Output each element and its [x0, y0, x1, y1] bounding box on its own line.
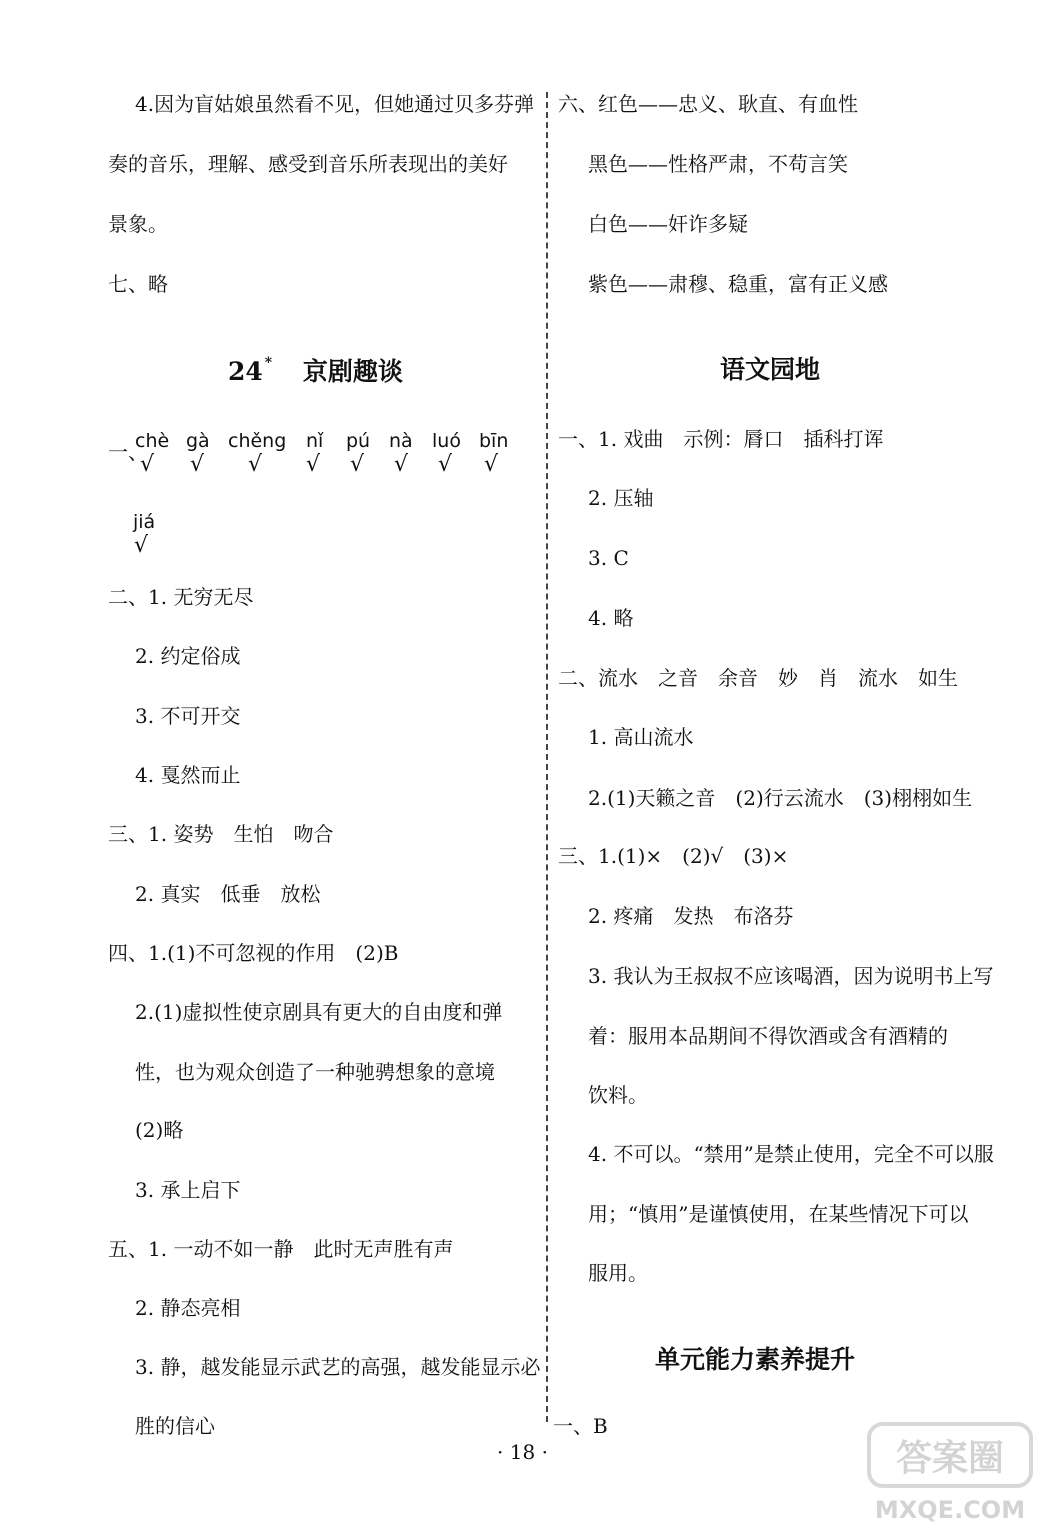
check-icon: √	[484, 452, 499, 477]
watermark-logo	[865, 1420, 1035, 1528]
answer-line: 2. 疼痛 发热 布洛芬	[588, 904, 794, 928]
answer-line: 2. 真实 低垂 放松	[135, 882, 321, 906]
answer-line: 3. 承上启下	[135, 1178, 241, 1202]
answer-line: 4. 略	[588, 606, 634, 630]
pinyin-item: luó	[432, 430, 461, 452]
answer-line: 2. 压轴	[588, 486, 654, 510]
answer-line: 一、B	[553, 1414, 608, 1438]
check-icon: √	[140, 452, 155, 477]
answer-line: 胜的信心	[135, 1414, 215, 1438]
answer-line: (2)略	[135, 1118, 184, 1142]
section-heading-unit: 单元能力素养提升	[655, 1345, 856, 1374]
text-line: 奏的音乐，理解、感受到音乐所表现出的美好	[108, 152, 508, 176]
text-line: 景象。	[108, 212, 168, 236]
pinyin-item: jiá	[133, 511, 156, 533]
answer-line: 4. 不可以。“禁用”是禁止使用，完全不可以服	[588, 1142, 994, 1166]
check-icon: √	[394, 452, 409, 477]
answer-line: 三、1. 姿势 生怕 吻合	[108, 822, 334, 846]
column-divider	[546, 92, 548, 1422]
pinyin-item: nǐ	[306, 430, 324, 452]
answer-line: 2. 静态亮相	[135, 1296, 241, 1320]
answer-line: 1. 高山流水	[588, 725, 694, 749]
page-number: · 18 ·	[497, 1440, 548, 1464]
watermark-cn: 答案圈	[895, 1438, 1005, 1479]
answer-line: 着：服用本品期间不得饮酒或含有酒精的	[588, 1024, 948, 1048]
pinyin-item: chěng	[228, 430, 287, 452]
text-line: 六、红色——忠义、耿直、有血性	[558, 92, 858, 116]
check-icon: √	[306, 452, 321, 477]
answer-line: 3. 不可开交	[135, 704, 241, 728]
answer-line: 3. C	[588, 546, 629, 570]
answer-line: 3. 我认为王叔叔不应该喝酒，因为说明书上写	[588, 964, 994, 988]
check-icon: √	[350, 452, 365, 477]
answer-line: 二、1. 无穷无尽	[108, 585, 254, 609]
section-title: 京剧趣谈	[302, 357, 403, 386]
section-mark: *	[264, 354, 273, 371]
answer-line: 四、1.(1)不可忽视的作用 (2)B	[108, 941, 399, 965]
section-heading-24	[228, 352, 403, 388]
answer-line: 二、流水 之音 余音 妙 肖 流水 如生	[558, 666, 958, 690]
check-icon: √	[438, 452, 453, 477]
text-line: 七、略	[108, 272, 168, 296]
check-icon: √	[190, 452, 205, 477]
text-line: 紫色——肃穆、稳重，富有正义感	[588, 272, 888, 296]
pinyin-item: nà	[389, 430, 413, 452]
answer-line: 2.(1)虚拟性使京剧具有更大的自由度和弹	[135, 1000, 503, 1024]
pinyin-item: bīn	[479, 430, 509, 452]
check-icon: √	[134, 533, 149, 558]
question-label: 一、	[108, 440, 148, 464]
answer-line: 一、1. 戏曲 示例：脣口 插科打诨	[558, 427, 884, 451]
answer-line: 三、1.(1)× (2)√ (3)×	[558, 844, 789, 868]
text-line: 4.因为盲姑娘虽然看不见，但她通过贝多芬弹	[135, 92, 535, 116]
answer-line: 服用。	[588, 1261, 648, 1285]
pinyin-item: pú	[346, 430, 371, 452]
section-heading-yuwen: 语文园地	[720, 355, 821, 384]
answer-line: 2. 约定俗成	[135, 644, 241, 668]
answer-line: 用；“慎用”是谨慎使用，在某些情况下可以	[588, 1202, 969, 1226]
watermark-en: MXQE.COM	[874, 1496, 1026, 1524]
text-line: 白色——奸诈多疑	[588, 212, 748, 236]
check-icon: √	[248, 452, 263, 477]
answer-line: 4. 戛然而止	[135, 763, 241, 787]
answer-line: 2.(1)天籁之音 (2)行云流水 (3)栩栩如生	[588, 786, 973, 810]
text-line: 黑色——性格严肃，不苟言笑	[588, 152, 848, 176]
pinyin-item: gà	[186, 430, 210, 452]
section-number: 24	[228, 357, 263, 386]
answer-line: 性，也为观众创造了一种驰骋想象的意境	[135, 1060, 495, 1084]
answer-line: 3. 静，越发能显示武艺的高强，越发能显示必	[135, 1355, 541, 1379]
answer-line: 五、1. 一动不如一静 此时无声胜有声	[108, 1237, 454, 1261]
answer-line: 饮料。	[588, 1083, 648, 1107]
pinyin-item: chè	[135, 430, 170, 452]
